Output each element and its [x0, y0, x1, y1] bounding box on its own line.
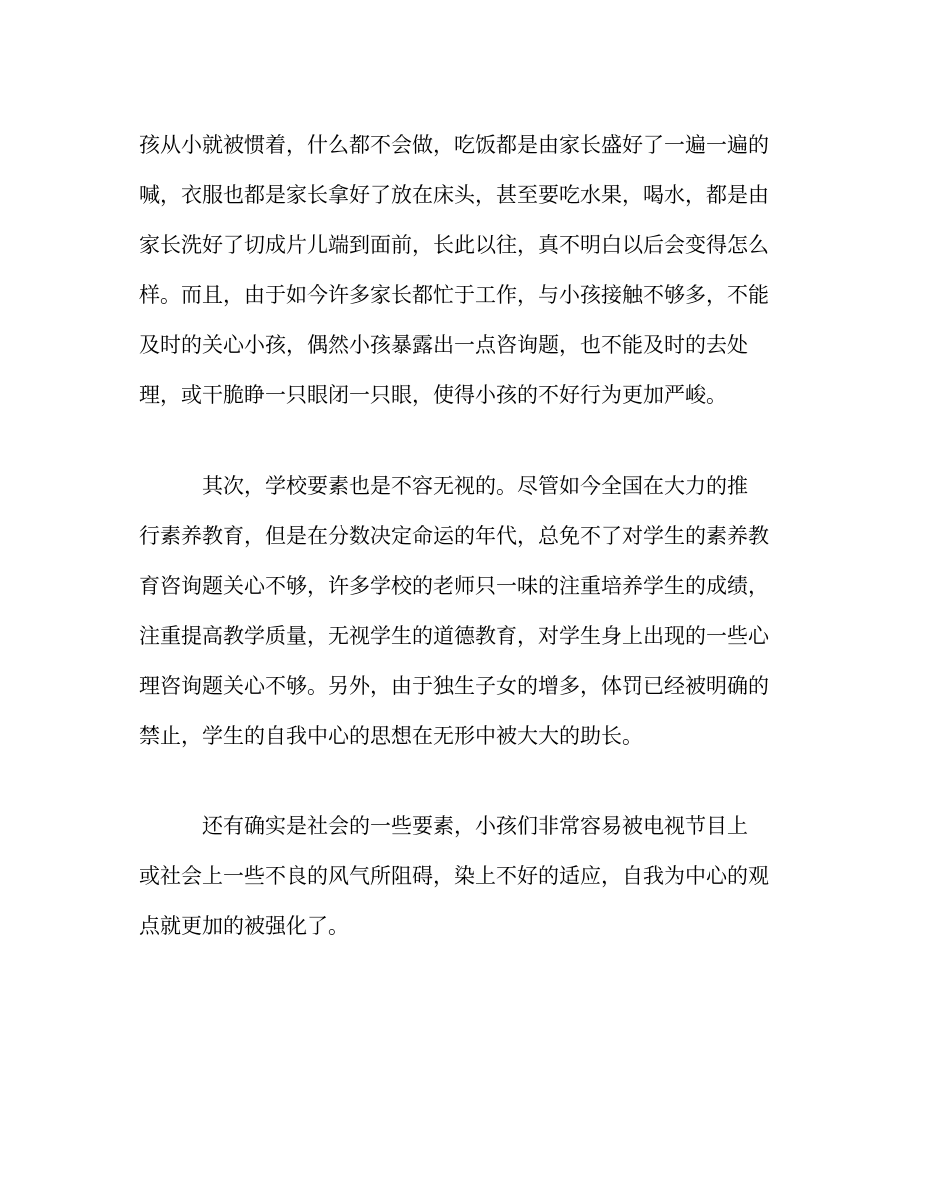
text-line: 点就更加的被强化了。 [139, 914, 349, 938]
text-line: 喊，衣服也都是家长拿好了放在床头，甚至要吃水果，喝水，都是由 [139, 183, 769, 207]
text-line: 样。而且，由于如今许多家长都忙于工作，与小孩接触不够多，不能 [139, 283, 769, 307]
paragraph-3 [139, 801, 809, 951]
text-line: 其次，学校要素也是不容无视的。尽管如今全国在大力的推 [139, 474, 748, 498]
paragraph-1 [139, 120, 809, 420]
text-line: 还有确实是社会的一些要素，小孩们非常容易被电视节目上 [139, 814, 748, 838]
text-line: 理，或干脆睁一只眼闭一只眼，使得小孩的不好行为更加严峻。 [139, 383, 727, 407]
text-line: 及时的关心小孩，偶然小孩暴露出一点咨询题，也不能及时的去处 [139, 333, 748, 357]
paragraph-2 [139, 461, 809, 761]
text-line: 注重提高教学质量，无视学生的道德教育，对学生身上出现的一些心 [139, 624, 769, 648]
text-line: 孩从小就被惯着，什么都不会做，吃饭都是由家长盛好了一遍一遍的 [139, 133, 769, 157]
text-line: 或社会上一些不良的风气所阻碍，染上不好的适应，自我为中心的观 [139, 864, 769, 888]
text-line: 育咨询题关心不够，许多学校的老师只一味的注重培养学生的成绩， [139, 574, 769, 598]
text-line: 禁止，学生的自我中心的思想在无形中被大大的助长。 [139, 724, 643, 748]
text-line: 家长洗好了切成片儿端到面前，长此以往，真不明白以后会变得怎么 [139, 233, 769, 257]
text-line: 理咨询题关心不够。另外，由于独生子女的增多，体罚已经被明确的 [139, 674, 769, 698]
text-line: 行素养教育，但是在分数决定命运的年代，总免不了对学生的素养教 [139, 524, 769, 548]
